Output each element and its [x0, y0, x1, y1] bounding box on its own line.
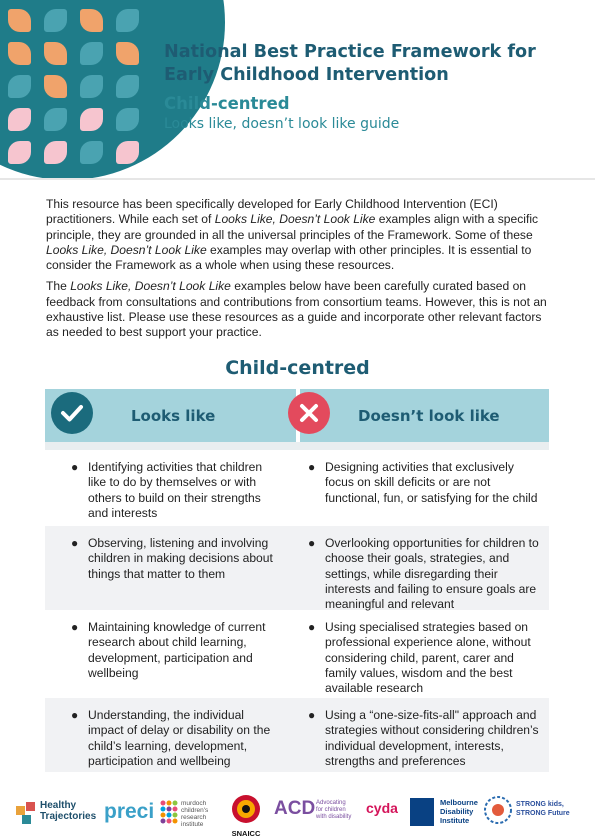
looks-like-item	[71, 620, 275, 681]
decor-tile	[44, 75, 67, 98]
table-row	[45, 698, 549, 772]
bullet-icon: ●	[308, 620, 316, 634]
university-crest-icon	[410, 798, 434, 826]
logo-text: STRONG kids,	[516, 801, 564, 808]
strong-kids-mark-icon	[484, 796, 512, 824]
logo-text: murdoch	[181, 800, 207, 807]
logo-text: Disability	[440, 807, 474, 816]
partner-logos	[0, 790, 595, 838]
bullet-icon: ●	[71, 536, 79, 550]
acd-text: ACD	[274, 798, 316, 819]
intro-text-run: examples may overlap with other principles. It is essential to consider the Framework as a whole when using these resources.	[46, 242, 532, 273]
looks-like-text: Understanding, the individual impact of delay or disability on the child’s learning, development, participation and wellbeing	[88, 708, 271, 768]
bullet-icon: ●	[71, 708, 79, 722]
looks-like-item	[71, 536, 275, 582]
looks-like-item	[71, 460, 275, 521]
logo-text: children's	[181, 807, 209, 814]
logo-text: with disability	[316, 814, 352, 820]
mcri-text	[181, 800, 208, 828]
acd-tagline	[316, 800, 351, 821]
looks-like-text: Maintaining knowledge of current research about child learning, development, participation and wellbeing	[88, 620, 266, 680]
logo-text: Melbourne	[440, 798, 478, 807]
intro-paragraph-2	[46, 279, 556, 340]
logo-text: STRONG Future	[516, 810, 570, 817]
healthy-trajectories-text	[40, 800, 96, 822]
snaicc-sun-icon	[224, 794, 268, 824]
decor-tile	[116, 42, 139, 65]
decor-tile	[44, 42, 67, 65]
looks-like-item	[71, 708, 275, 769]
looks-like-text: Identifying activities that children like to do by themselves or with others to build on their strengths and interests	[88, 460, 263, 520]
decor-tile	[8, 9, 31, 32]
doesnt-look-like-text: Designing activities that exclusively focus on skill deficits or are not functional, fun, or satisfying for the child	[325, 460, 538, 505]
title-line-2: Early Childhood Intervention	[164, 65, 449, 85]
logo-text: Trajectories	[40, 811, 97, 822]
snaicc-logo	[224, 794, 268, 838]
decor-tile	[80, 9, 103, 32]
bullet-icon: ●	[308, 460, 316, 474]
logo-text: Advocating	[316, 800, 346, 806]
bullet-icon: ●	[71, 620, 79, 634]
header-underline-strip	[45, 442, 549, 450]
strong-kids-text	[516, 800, 570, 818]
intro-text	[46, 197, 556, 347]
looks-like-header	[45, 389, 296, 442]
doesnt-look-like-text: Using a “one-size-fits-all" approach and strategies without considering children’s individual development, interests, strengths and preferences	[325, 708, 539, 768]
bullet-icon: ●	[308, 708, 316, 722]
doesnt-look-like-header	[300, 389, 549, 442]
intro-italic-run: Looks Like, Doesn’t Look Like	[214, 212, 376, 227]
logo-text: for children	[316, 807, 346, 813]
mcri-mark-icon	[160, 800, 178, 826]
intro-text-run: examples below have been carefully curated based on feedback from consultations and contributions from consortium teams. However, this is not an exhaustive list. Please use these resources as a guide and incorporate other relevant factors as needed to best support your practice.	[46, 279, 547, 340]
bullet-icon: ●	[71, 460, 79, 474]
logo-text: institute	[181, 821, 204, 828]
table-row	[45, 450, 549, 530]
section-title: Child-centred	[225, 357, 370, 379]
logo-text: Institute	[440, 816, 470, 825]
intro-text-run: This resource has been specifically developed for Early Childhood Intervention (ECI) practitioners. While each set of	[46, 197, 498, 227]
bullet-icon: ●	[308, 536, 316, 550]
doesnt-look-like-item	[308, 620, 545, 696]
intro-text-run: examples align with a specific principle, they are grounded in all the universal principles of the Framework. Some of these	[46, 212, 539, 242]
page-header	[0, 0, 595, 180]
intro-text-run: The	[46, 279, 71, 294]
table-row	[45, 610, 549, 698]
cyda-logo: cyda	[366, 800, 398, 816]
intro-paragraph-1	[46, 197, 556, 273]
decor-tile	[8, 42, 31, 65]
guide-subtitle: Looks like, doesn’t look like guide	[164, 116, 400, 132]
looks-like-text: Observing, listening and involving children in making decisions about things that matter to them	[88, 536, 273, 581]
preci-logo: preci	[104, 800, 155, 823]
cross-icon	[288, 392, 330, 434]
doesnt-look-like-item	[308, 708, 545, 769]
intro-italic-run: Looks Like, Doesn’t Look Like	[46, 242, 207, 257]
mdi-text	[440, 798, 478, 825]
looks-like-label: Looks like	[131, 407, 216, 425]
doesnt-look-like-item	[308, 460, 545, 506]
intro-italic-run: Looks Like, Doesn’t Look Like	[70, 279, 231, 294]
title-line-1: National Best Practice Framework for	[164, 42, 536, 62]
logo-text: Healthy	[40, 800, 77, 811]
doesnt-look-like-text: Overlooking opportunities for children to choose their goals, strategies, and settings, while disregarding their interests and failing to ensure goals are meaningful and relevant	[325, 536, 539, 612]
healthy-trajectories-mark-icon	[16, 802, 38, 826]
doesnt-look-like-text: Using specialised strategies based on professional experience alone, without considering child, parent, carer and family values, wisdom and the best available research	[325, 620, 531, 696]
check-icon	[51, 392, 93, 434]
logo-text: research	[181, 814, 207, 821]
title-block	[164, 41, 584, 134]
doesnt-look-like-label: Doesn’t look like	[358, 407, 500, 425]
document-title	[164, 41, 584, 87]
principle-title: Child-centred	[164, 94, 290, 113]
doesnt-look-like-item	[308, 536, 545, 612]
table-row	[45, 526, 549, 610]
snaicc-text: SNAICC	[231, 829, 261, 838]
header-divider	[0, 178, 595, 180]
